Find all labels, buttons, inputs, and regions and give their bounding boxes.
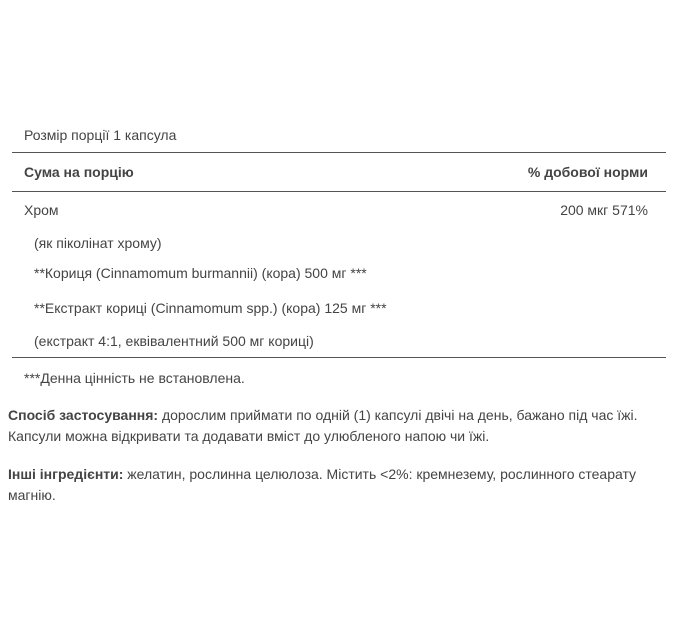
serving-size: Розмір порції 1 капсула bbox=[24, 127, 177, 143]
other-ingredients-paragraph bbox=[8, 464, 668, 506]
footnote: ***Денна цінність не встановлена. bbox=[24, 370, 245, 386]
other-ingredients-label: Інші інгредієнти: bbox=[8, 466, 124, 482]
table-row bbox=[12, 200, 666, 220]
usage-paragraph bbox=[8, 405, 668, 447]
table-row bbox=[12, 298, 666, 318]
table-row bbox=[12, 263, 666, 283]
usage-label: Спосіб застосування: bbox=[8, 407, 159, 423]
header-amount-per-serving: Сума на порцію bbox=[24, 164, 134, 180]
other-ingredients-text: желатин, рослинна целюлоза. Містить <2%: кремнезему, рослинного стеарату магнію. bbox=[8, 466, 637, 503]
table-row bbox=[12, 331, 666, 351]
header-daily-value: % добової норми bbox=[527, 164, 648, 180]
table-row bbox=[12, 233, 666, 253]
row-label: Хром bbox=[24, 202, 59, 218]
row-label: **Кориця (Cinnamomum burmannii) (кора) 500 мг *** bbox=[34, 265, 367, 281]
row-label: (екстракт 4:1, еквівалентний 500 мг кориці) bbox=[34, 333, 314, 349]
row-label: (як піколінат хрому) bbox=[34, 235, 162, 251]
row-label: **Екстракт кориці (Cinnamomum spp.) (кора) 125 мг *** bbox=[34, 300, 387, 316]
row-value: 200 мкг 571% bbox=[560, 202, 648, 218]
table-header bbox=[12, 153, 666, 192]
supplement-facts-table bbox=[12, 152, 666, 358]
usage-text: дорослим приймати по одній (1) капсулі двічі на день, бажано під час їжі. Капсули можна відкривати та додавати вміст до улюбленого напою чи їжі. bbox=[8, 407, 638, 444]
